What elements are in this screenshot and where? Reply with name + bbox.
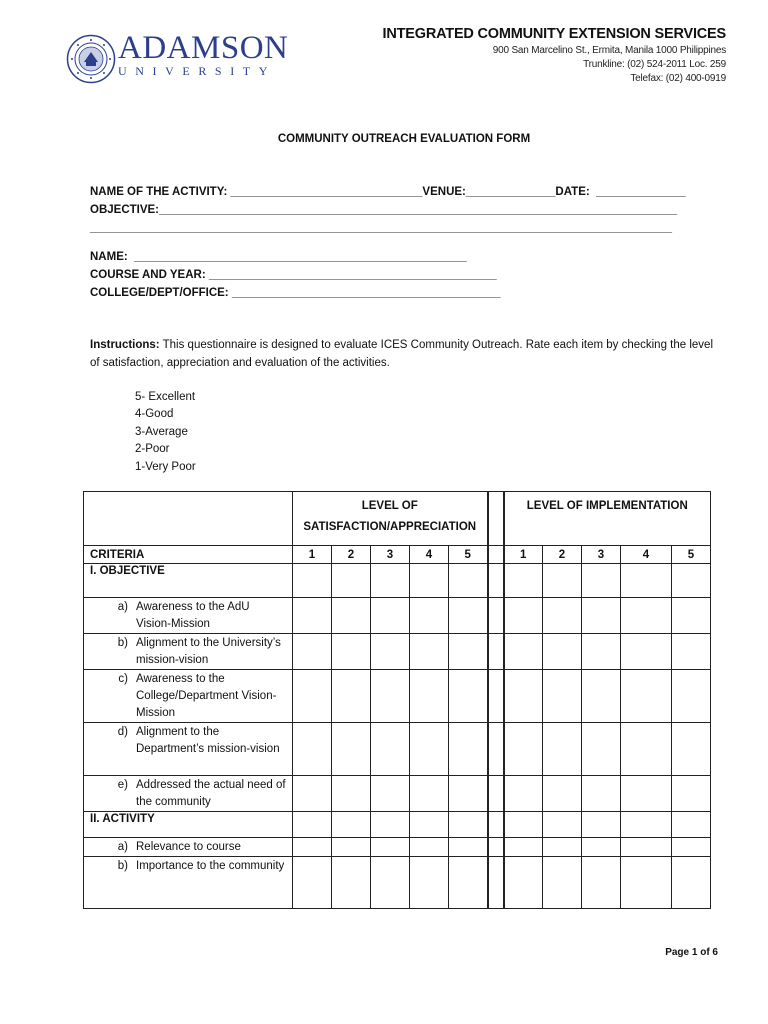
rating-cell[interactable]: [621, 723, 672, 776]
item-text: Alignment to the University’s mission-vision: [136, 637, 281, 666]
column-gap: [488, 492, 504, 546]
criteria-item: [84, 723, 293, 776]
rating-cell[interactable]: [582, 670, 621, 723]
instructions: [90, 336, 720, 372]
rating-cell[interactable]: [449, 723, 488, 776]
rating-cell[interactable]: [332, 857, 371, 909]
column-gap: [488, 670, 504, 723]
scale-item: 5- Excellent: [135, 391, 196, 403]
section-row: [84, 564, 711, 598]
rating-cell[interactable]: [293, 838, 332, 857]
rating-cell[interactable]: [672, 857, 711, 909]
rating-header-3: 3: [582, 546, 621, 564]
criteria-item: [84, 857, 293, 909]
item-text: Alignment to the Department’s mission-vision: [136, 726, 280, 755]
rating-cell[interactable]: [582, 838, 621, 857]
rating-cell[interactable]: [410, 723, 449, 776]
criteria-item: [84, 670, 293, 723]
rating-cell[interactable]: [293, 634, 332, 670]
rating-cell[interactable]: [621, 812, 672, 838]
table-row: [84, 598, 711, 634]
rating-cell[interactable]: [543, 598, 582, 634]
rating-cell[interactable]: [582, 598, 621, 634]
rating-cell[interactable]: [543, 670, 582, 723]
implementation-header: LEVEL OF IMPLEMENTATION: [504, 492, 711, 546]
name-field[interactable]: NAME: ____________________________________________________: [90, 251, 467, 263]
rating-cell[interactable]: [371, 838, 410, 857]
rating-cell[interactable]: [410, 812, 449, 838]
item-text: Relevance to course: [136, 841, 241, 853]
rating-header-5: 5: [672, 546, 711, 564]
rating-scale: [135, 389, 196, 476]
objective-continuation-line[interactable]: ___________________________________________________________________________________________: [90, 222, 673, 234]
office-address: 900 San Marcelino St., Ermita, Manila 1000 Philippines: [492, 45, 726, 56]
satisfaction-header-line1: LEVEL OF: [361, 500, 418, 512]
rating-cell[interactable]: [332, 598, 371, 634]
rating-cell[interactable]: [672, 670, 711, 723]
rating-cell[interactable]: [504, 670, 543, 723]
rating-cell[interactable]: [504, 723, 543, 776]
item-label: b): [117, 637, 128, 649]
activity-venue-date-field[interactable]: NAME OF THE ACTIVITY: ______________________________VENUE:______________DATE: ______________: [90, 186, 686, 198]
rating-header-1: 1: [293, 546, 332, 564]
rating-header-4: 4: [410, 546, 449, 564]
page-number: Page 1 of 6: [665, 947, 718, 958]
rating-cell[interactable]: [672, 598, 711, 634]
criteria-item: [84, 838, 293, 857]
satisfaction-header: [293, 492, 488, 546]
table-row: [84, 670, 711, 723]
item-label: c): [118, 673, 128, 685]
rating-cell[interactable]: [582, 857, 621, 909]
rating-cell[interactable]: [293, 598, 332, 634]
rating-cell[interactable]: [621, 564, 672, 598]
column-gap: [488, 838, 504, 857]
rating-header-5: 5: [449, 546, 488, 564]
rating-cell[interactable]: [371, 598, 410, 634]
rating-cell[interactable]: [449, 776, 488, 812]
rating-cell[interactable]: [371, 776, 410, 812]
rating-header-3: 3: [371, 546, 410, 564]
table-row: [84, 857, 711, 909]
item-label: e): [117, 779, 128, 791]
rating-cell[interactable]: [449, 670, 488, 723]
rating-cell[interactable]: [371, 564, 410, 598]
rating-cell[interactable]: [621, 598, 672, 634]
column-gap: [488, 812, 504, 838]
rating-cell[interactable]: [410, 564, 449, 598]
rating-cell[interactable]: [543, 857, 582, 909]
scale-item: 4-Good: [135, 408, 174, 421]
scale-item: 2-Poor: [135, 443, 170, 456]
rating-header-1: 1: [504, 546, 543, 564]
rating-cell[interactable]: [621, 670, 672, 723]
column-gap: [488, 598, 504, 634]
item-label: a): [117, 841, 128, 853]
rating-cell[interactable]: [293, 776, 332, 812]
office-telefax: Telefax: (02) 400-0919: [630, 73, 726, 84]
rating-cell[interactable]: [332, 812, 371, 838]
office-trunkline: Trunkline: (02) 524-2011 Loc. 259: [583, 59, 726, 70]
rating-cell[interactable]: [293, 564, 332, 598]
rating-header-4: 4: [621, 546, 672, 564]
header-blank-cell: [84, 492, 293, 546]
rating-cell[interactable]: [504, 857, 543, 909]
rating-cell[interactable]: [410, 776, 449, 812]
rating-cell[interactable]: [621, 857, 672, 909]
course-year-field[interactable]: COURSE AND YEAR: _____________________________________________: [90, 269, 497, 281]
column-gap: [488, 634, 504, 670]
criteria-item: [84, 634, 293, 670]
rating-cell[interactable]: [621, 838, 672, 857]
rating-cell[interactable]: [543, 776, 582, 812]
rating-cell[interactable]: [410, 857, 449, 909]
rating-cell[interactable]: [410, 670, 449, 723]
rating-cell[interactable]: [410, 634, 449, 670]
form-title: COMMUNITY OUTREACH EVALUATION FORM: [277, 133, 531, 145]
rating-cell[interactable]: [332, 670, 371, 723]
rating-cell[interactable]: [582, 564, 621, 598]
item-text: Importance to the community: [136, 860, 285, 872]
table-row: [84, 723, 711, 776]
criteria-header: CRITERIA: [84, 546, 293, 564]
scale-item: 3-Average: [135, 425, 188, 438]
rating-cell[interactable]: [504, 776, 543, 812]
rating-cell[interactable]: [293, 812, 332, 838]
rating-cell[interactable]: [371, 857, 410, 909]
rating-cell[interactable]: [504, 838, 543, 857]
rating-cell[interactable]: [449, 812, 488, 838]
rating-cell[interactable]: [543, 723, 582, 776]
office-title: INTEGRATED COMMUNITY EXTENSION SERVICES: [382, 26, 726, 42]
item-label: b): [117, 860, 128, 872]
rating-cell[interactable]: [449, 598, 488, 634]
objective-field[interactable]: OBJECTIVE:_________________________________________________________________________________: [90, 204, 678, 216]
rating-cell[interactable]: [504, 598, 543, 634]
rating-cell[interactable]: [672, 564, 711, 598]
rating-cell[interactable]: [543, 634, 582, 670]
table-row: [84, 634, 711, 670]
column-gap: [488, 546, 504, 564]
rating-cell[interactable]: [582, 723, 621, 776]
rating-cell[interactable]: [672, 812, 711, 838]
university-seal-icon: [66, 34, 116, 84]
table-row: [84, 776, 711, 812]
rating-cell[interactable]: [332, 838, 371, 857]
rating-header-2: 2: [332, 546, 371, 564]
rating-cell[interactable]: [449, 857, 488, 909]
item-text: Awareness to the AdU Vision-Mission: [136, 601, 250, 630]
rating-cell[interactable]: [543, 564, 582, 598]
column-gap: [488, 564, 504, 598]
rating-cell[interactable]: [504, 634, 543, 670]
instructions-text: This questionnaire is designed to evaluate ICES Community Outreach. Rate each item by checking the level of satisfaction, appreciation and evaluation of the activities.: [90, 339, 713, 369]
table-row: [84, 838, 711, 857]
rating-cell[interactable]: [332, 723, 371, 776]
rating-cell[interactable]: [293, 857, 332, 909]
rating-cell[interactable]: [672, 634, 711, 670]
rating-cell[interactable]: [582, 776, 621, 812]
column-gap: [488, 723, 504, 776]
item-text: Addressed the actual need of the community: [136, 779, 286, 808]
column-gap: [488, 776, 504, 812]
rating-cell[interactable]: [543, 838, 582, 857]
rating-cell[interactable]: [293, 670, 332, 723]
rating-header-2: 2: [543, 546, 582, 564]
college-dept-office-field[interactable]: COLLEGE/DEPT/OFFICE: __________________________________________: [90, 287, 501, 299]
criteria-item: [84, 598, 293, 634]
brand-name: ADAMSON: [118, 30, 289, 66]
section-objective: I. OBJECTIVE: [84, 564, 293, 598]
item-label: d): [117, 726, 128, 738]
rating-cell[interactable]: [371, 670, 410, 723]
rating-cell[interactable]: [621, 776, 672, 812]
brand-subtitle: UNIVERSITY: [118, 64, 276, 78]
rating-cell[interactable]: [332, 564, 371, 598]
column-gap: [488, 857, 504, 909]
rating-cell[interactable]: [672, 723, 711, 776]
criteria-item: [84, 776, 293, 812]
rating-cell[interactable]: [504, 812, 543, 838]
rating-cell[interactable]: [621, 634, 672, 670]
item-label: a): [117, 601, 128, 613]
rating-cell[interactable]: [410, 838, 449, 857]
rating-cell[interactable]: [582, 634, 621, 670]
rating-cell[interactable]: [332, 776, 371, 812]
rating-cell[interactable]: [543, 812, 582, 838]
rating-cell[interactable]: [582, 812, 621, 838]
scale-item: 1-Very Poor: [135, 460, 196, 473]
item-text: Awareness to the College/Department Vision-Mission: [136, 673, 277, 719]
rating-cell[interactable]: [371, 634, 410, 670]
satisfaction-header-line2: SATISFACTION/APPRECIATION: [303, 521, 477, 533]
rating-cell[interactable]: [371, 723, 410, 776]
rating-cell[interactable]: [672, 776, 711, 812]
rating-cell[interactable]: [293, 723, 332, 776]
rating-cell[interactable]: [449, 634, 488, 670]
rating-cell[interactable]: [332, 634, 371, 670]
section-row: [84, 812, 711, 838]
rating-cell[interactable]: [449, 838, 488, 857]
rating-cell[interactable]: [672, 838, 711, 857]
rating-cell[interactable]: [371, 812, 410, 838]
rating-cell[interactable]: [410, 598, 449, 634]
rating-cell[interactable]: [449, 564, 488, 598]
evaluation-table: [83, 491, 711, 909]
rating-cell[interactable]: [504, 564, 543, 598]
instructions-label: Instructions:: [90, 339, 160, 351]
section-activity: II. ACTIVITY: [84, 812, 293, 838]
